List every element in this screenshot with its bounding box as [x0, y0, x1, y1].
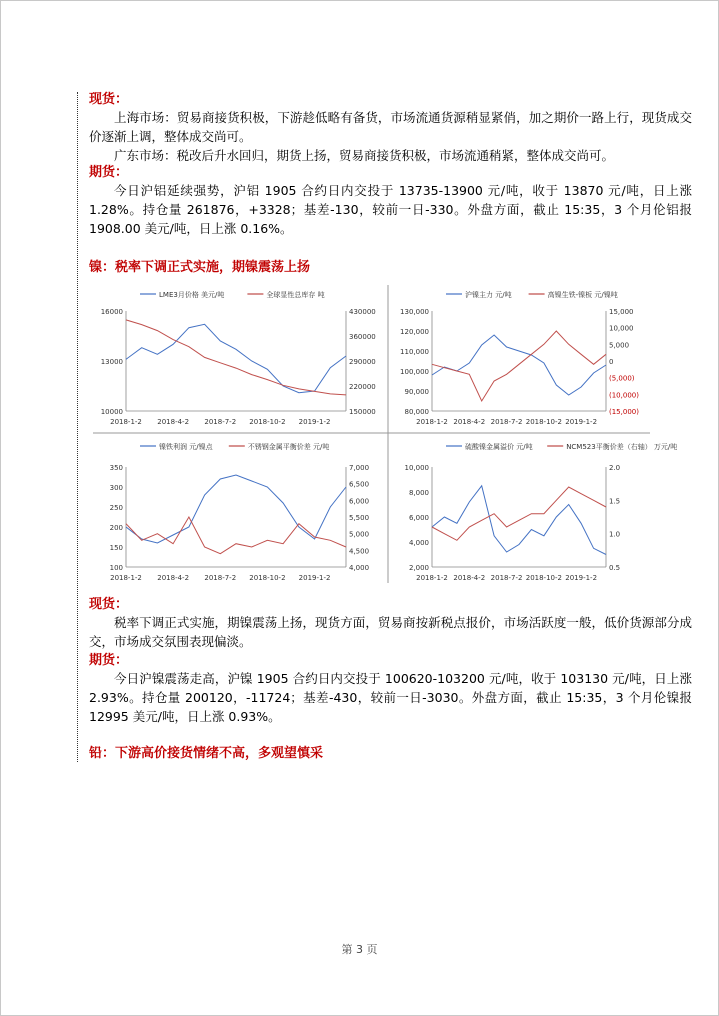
page-number: 第 3 页 — [341, 943, 378, 956]
chart-0-x-tick-label: 2018-10-2 — [249, 418, 286, 426]
chart-3-x-tick-label: 2018-7-2 — [490, 574, 523, 582]
chart-0-series-line — [126, 324, 346, 392]
chart-3-x-tick-label: 2018-1-2 — [416, 574, 448, 582]
chart-3-x-tick-label: 2018-4-2 — [453, 574, 486, 582]
chart-1-left-tick-label: 90,000 — [404, 388, 429, 396]
chart-0-left-tick-label: 10000 — [100, 408, 123, 416]
chart-3-right-tick-label: 0.5 — [609, 564, 621, 572]
chart-1-series-line — [432, 335, 606, 395]
chart-2-left-tick-label: 350 — [109, 464, 123, 472]
nickel-futures-text — [89, 669, 692, 726]
chart-2-series-line — [126, 475, 346, 543]
chart-1-right-tick-label: 10,000 — [609, 324, 634, 333]
chart-2-left-tick-label: 300 — [109, 484, 123, 492]
nickel-section-heading: 镍：税率下调正式实施，期镍震荡上扬 — [89, 260, 311, 275]
chart-2-x-tick-label: 2018-10-2 — [249, 574, 286, 582]
chart-0-right-tick-label: 290000 — [349, 358, 376, 366]
chart-0-x-tick-label: 2018-4-2 — [157, 418, 190, 426]
nickel-futures-heading: 期货： — [89, 653, 129, 668]
chart-3-x-tick-label: 2018-10-2 — [525, 574, 562, 582]
nickel-charts — [90, 283, 678, 587]
chart-1-x-tick-label: 2019-1-2 — [565, 418, 598, 426]
chart-1-x-tick-label: 2018-1-2 — [416, 418, 448, 426]
shanghai-market-paragraph: 上海市场：贸易商接货积极，下游趁低略有备货，市场流通货源稍显紧俏，加之期价一路上行，现货成交价逐渐上调，整体成交尚可。 — [89, 110, 692, 144]
chart-1-right-tick-label: 5,000 — [609, 341, 630, 350]
chart-3-right-tick-label: 2.0 — [609, 464, 621, 472]
chart-2-right-tick-label: 4,000 — [349, 564, 370, 572]
chart-1-right-tick-label: (5,000) — [609, 374, 635, 383]
chart-1-right-tick-label: (10,000) — [609, 391, 639, 400]
chart-2-left-tick-label: 150 — [109, 544, 123, 552]
nickel-spot-heading: 现货： — [89, 597, 129, 612]
chart-2-series-line — [126, 517, 346, 554]
chart-2-left-tick-label: 100 — [109, 564, 123, 572]
chart-2-right-tick-label: 6,500 — [349, 480, 370, 489]
chart-3-left-tick-label: 2,000 — [408, 564, 429, 572]
chart-3-left-tick-label: 10,000 — [404, 464, 429, 472]
chart-1-right-tick-label: (15,000) — [609, 408, 639, 416]
chart-3-left-tick-label: 6,000 — [408, 514, 429, 522]
chart-2-right-tick-label: 5,500 — [349, 514, 370, 522]
chart-1-legend-label: 沪镍主力 元/吨 — [465, 291, 512, 299]
chart-3-right-tick-label: 1.0 — [609, 530, 621, 539]
chart-0-legend-label: 全球显性总库存 吨 — [266, 291, 325, 299]
chart-2-x-tick-label: 2019-1-2 — [298, 574, 331, 582]
aluminum-futures-heading: 期货： — [89, 165, 129, 180]
chart-1-x-tick-label: 2018-7-2 — [490, 418, 523, 426]
chart-1-x-tick-label: 2018-10-2 — [525, 418, 562, 426]
left-margin-rule — [77, 92, 78, 762]
chart-3-legend-label: NCM523平衡价差（右轴） 万元/吨 — [566, 443, 678, 451]
chart-3-right-tick-label: 1.5 — [609, 497, 621, 506]
nickel-spot-text — [89, 613, 692, 651]
chart-1-right-tick-label: 0 — [609, 358, 614, 366]
chart-3-left-tick-label: 4,000 — [408, 539, 429, 547]
chart-0-series-line — [126, 320, 346, 395]
chart-3-x-tick-label: 2019-1-2 — [565, 574, 598, 582]
chart-2-legend-label: 镍铁利润 元/镍点 — [159, 443, 213, 451]
chart-2-left-tick-label: 250 — [109, 504, 123, 512]
aluminum-futures-text — [89, 181, 692, 238]
chart-0-left-tick-label: 13000 — [100, 358, 123, 366]
lead-section-heading: 铅：下游高价接货情绪不高，多观望慎采 — [89, 746, 324, 761]
chart-0-left-tick-label: 16000 — [100, 308, 123, 316]
chart-1-left-tick-label: 130,000 — [400, 308, 429, 316]
chart-1-legend-label: 高镍生铁-镍板 元/镍吨 — [547, 291, 618, 299]
chart-0-x-tick-label: 2018-7-2 — [204, 418, 237, 426]
chart-2-right-tick-label: 6,000 — [349, 497, 370, 506]
nickel-spot-paragraph: 税率下调正式实施，期镍震荡上扬，现货方面，贸易商按新税点报价，市场活跃度一般，低价货源部分成交，市场成交氛围表现偏淡。 — [89, 615, 692, 649]
chart-1-right-tick-label: 15,000 — [609, 308, 634, 316]
chart-2-right-tick-label: 5,000 — [349, 530, 370, 539]
chart-2-x-tick-label: 2018-7-2 — [204, 574, 237, 582]
chart-1-left-tick-label: 110,000 — [400, 348, 429, 356]
chart-3-series-line — [432, 487, 606, 540]
chart-0-legend-label: LME3月价格 美元/吨 — [159, 291, 225, 299]
chart-0-right-tick-label: 430000 — [349, 308, 376, 316]
chart-1-x-tick-label: 2018-4-2 — [453, 418, 486, 426]
guangdong-market-paragraph: 广东市场：税改后升水回归，期货上扬，贸易商接货积极，市场流通稍紧，整体成交尚可。 — [114, 148, 615, 163]
chart-3-left-tick-label: 8,000 — [408, 489, 429, 497]
chart-2-legend-label: 不锈钢金属平衡价差 元/吨 — [247, 443, 330, 451]
chart-1-left-tick-label: 100,000 — [400, 368, 429, 376]
chart-2-left-tick-label: 200 — [109, 524, 123, 532]
aluminum-spot-heading: 现货： — [89, 92, 129, 107]
chart-0-x-tick-label: 2019-1-2 — [298, 418, 331, 426]
chart-1-left-tick-label: 80,000 — [404, 408, 429, 416]
chart-2-x-tick-label: 2018-4-2 — [157, 574, 190, 582]
aluminum-futures-paragraph: 今日沪铝延续强势，沪铝 1905 合约日内交投于 13735-13900 元/吨，收于 13870 元/吨，日上涨 1.28%。持仓量 261876，+3328；基差-130，较前一日-330。外盘方面，截止 15:35，3 个月伦铝报 1908.00 美元/吨，日上涨 0.16%。 — [89, 183, 692, 236]
nickel-charts-panel — [90, 283, 678, 587]
chart-1-series-line — [432, 331, 606, 401]
chart-3-legend-label: 硫酸镍金属溢价 元/吨 — [465, 443, 533, 451]
chart-0-x-tick-label: 2018-1-2 — [110, 418, 142, 426]
chart-0-right-tick-label: 220000 — [349, 383, 376, 391]
chart-2-right-tick-label: 4,500 — [349, 547, 370, 556]
chart-1-left-tick-label: 120,000 — [400, 328, 429, 336]
chart-2-x-tick-label: 2018-1-2 — [110, 574, 142, 582]
chart-0-right-tick-label: 360000 — [349, 333, 376, 341]
nickel-futures-paragraph: 今日沪镍震荡走高，沪镍 1905 合约日内交投于 100620-103200 元/吨，收于 103130 元/吨，日上涨 2.93%。持仓量 200120，-11724；基差-430，较前一日-3030。外盘方面，截止 15:35，3 个月伦镍报 12995 美元/吨，日上涨 0.93%。 — [89, 671, 692, 724]
chart-0-right-tick-label: 150000 — [349, 408, 376, 416]
aluminum-spot-text — [89, 108, 692, 165]
chart-2-right-tick-label: 7,000 — [349, 464, 370, 472]
